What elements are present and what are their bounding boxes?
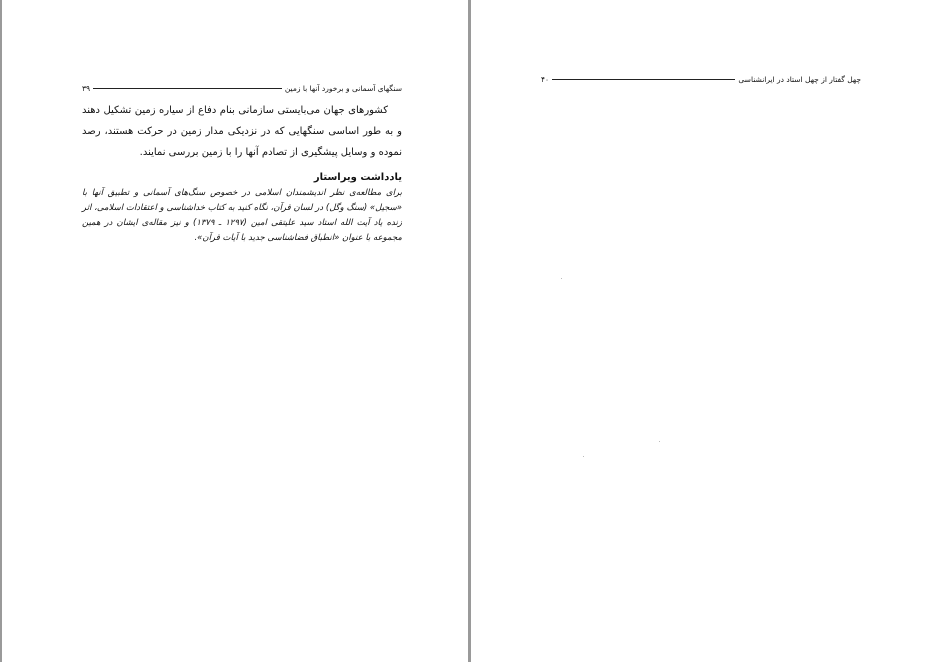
- paper-speck: [561, 278, 562, 279]
- page-number: ۳۹: [82, 84, 91, 93]
- left-page-header: [82, 84, 402, 93]
- right-page: [471, 0, 934, 662]
- left-page: [2, 0, 468, 662]
- paper-speck: [659, 441, 660, 442]
- body-paragraph: کشورهای جهان می‌بایستی سازمانی بنام دفاع از سیاره زمین تشکیل دهند و به طور اساسی سنگهایی که در نزدیکی مدار زمین در حرکت هستند، رصد نموده و وسایل پیشگیری از تصادم آنها را با زمین بررسی نمایند.: [82, 105, 402, 158]
- running-title: چهل گفتار از چهل استاد در ایرانشناسی: [738, 75, 861, 84]
- page-number: ۴۰: [541, 75, 550, 84]
- right-page-header: [541, 75, 861, 84]
- header-rule: [552, 79, 735, 80]
- running-title: سنگهای آسمانی و برخورد آنها با زمین: [284, 84, 402, 93]
- paper-speck: [583, 456, 584, 457]
- header-rule: [93, 88, 282, 89]
- notes-heading: یادداشت ویراستار: [313, 172, 402, 183]
- notes-text: برای مطالعه‌ی نظر اندیشمندان اسلامی در خصوص سنگ‌های آسمانی و تطبیق آنها با «سجیل» (سنگ وگل) در لسان قرآن، نگاه کنید به کتاب خداشناسی و اعتقادات اسلامی، اثر زنده یاد آیت الله استاد سید علیتقی امین (۱۲۹۷ ـ ۱۳۷۹) و نیز مقاله‌ی ایشان در همین مجموعه با عنوان «انطباق فضاشناسی جدید با آیات قرآن».: [82, 188, 402, 243]
